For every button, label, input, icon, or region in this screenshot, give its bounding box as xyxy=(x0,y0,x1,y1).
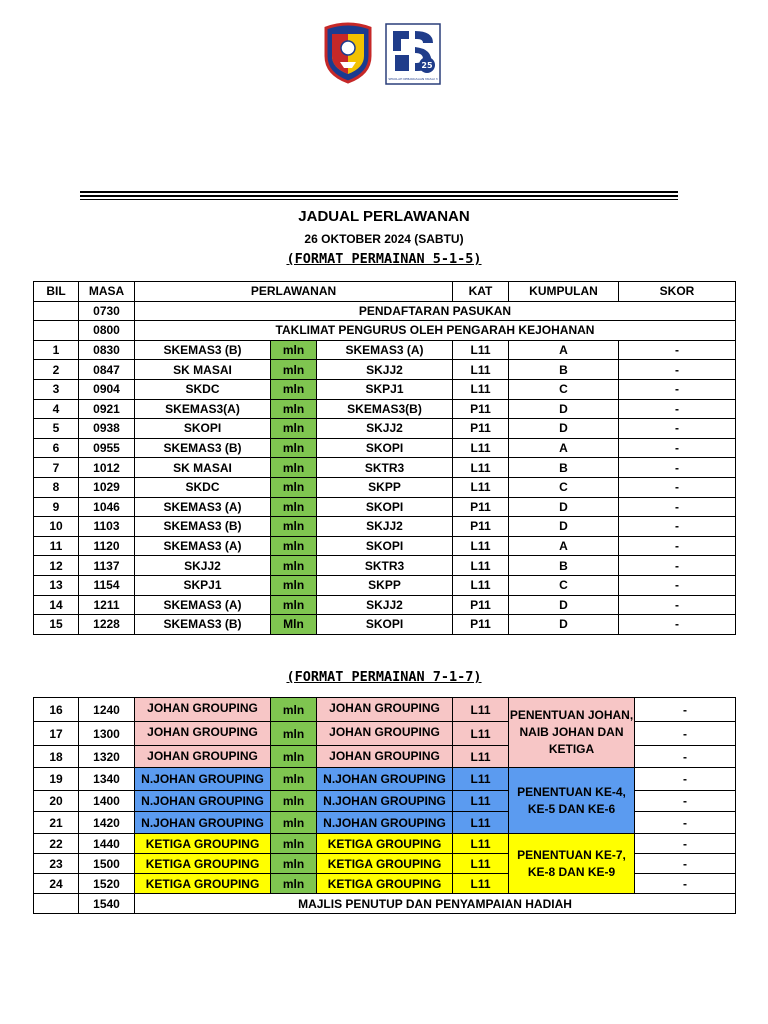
cell-skor: - xyxy=(635,874,736,894)
cell-vs: mln xyxy=(271,419,317,439)
cell-masa: 1400 xyxy=(79,791,135,812)
cell-skor: - xyxy=(619,497,736,517)
cell-skor: - xyxy=(619,556,736,576)
cell-vs: mln xyxy=(271,854,317,874)
cell-away-team: SKJJ2 xyxy=(317,419,453,439)
cell-home-team: KETIGA GROUPING xyxy=(135,834,271,854)
cell-kat: L11 xyxy=(453,575,509,595)
cell-vs: mln xyxy=(271,379,317,399)
cell-home-team: SKEMAS3 (A) xyxy=(135,595,271,615)
cell-home-team: SK MASAI xyxy=(135,458,271,478)
cell-masa: 0730 xyxy=(79,301,135,321)
cell-kat: P11 xyxy=(453,595,509,615)
cell-bil: 3 xyxy=(34,379,79,399)
cell-vs: mln xyxy=(271,536,317,556)
cell-vs: mln xyxy=(271,517,317,537)
cell-away-team: SKEMAS3(B) xyxy=(317,399,453,419)
cell-away-team: SKEMAS3 (A) xyxy=(317,340,453,360)
cell-kat: L11 xyxy=(453,536,509,556)
cell-masa: 1046 xyxy=(79,497,135,517)
cell-away-team: N.JOHAN GROUPING xyxy=(317,768,453,791)
cell-skor: - xyxy=(619,536,736,556)
logo-caption: SEKOLAH KEBANGSAAN MASAI 3 xyxy=(388,77,438,81)
table-row xyxy=(34,321,736,341)
cell-away-team: N.JOHAN GROUPING xyxy=(317,791,453,812)
cell-away-team: SKJJ2 xyxy=(317,595,453,615)
cell-vs: mln xyxy=(271,458,317,478)
cell-away-team: SKPP xyxy=(317,575,453,595)
table-row xyxy=(34,399,736,419)
cell-skor: - xyxy=(635,812,736,834)
cell-kumpulan: B xyxy=(509,360,619,380)
cell-away-team: JOHAN GROUPING xyxy=(317,722,453,746)
cell-vs: mln xyxy=(271,340,317,360)
cell-masa: 0904 xyxy=(79,379,135,399)
cell-vs: mln xyxy=(271,497,317,517)
cell-away-team: SKJJ2 xyxy=(317,360,453,380)
table-row xyxy=(34,894,736,914)
table-row xyxy=(34,615,736,635)
cell-away-team: KETIGA GROUPING xyxy=(317,854,453,874)
cell-kumpulan: D xyxy=(509,497,619,517)
col-kumpulan: KUMPULAN xyxy=(509,282,619,302)
cell-event: TAKLIMAT PENGURUS OLEH PENGARAH KEJOHANAN xyxy=(135,321,736,341)
cell-away-team: SKPJ1 xyxy=(317,379,453,399)
table-row xyxy=(34,340,736,360)
cell-home-team: SKJJ2 xyxy=(135,556,271,576)
cell-kumpulan: A xyxy=(509,340,619,360)
cell-bil: 18 xyxy=(34,746,79,768)
cell-bil: 12 xyxy=(34,556,79,576)
cell-vs: mln xyxy=(271,791,317,812)
cell-home-team: SKEMAS3(A) xyxy=(135,399,271,419)
cell-bil: 8 xyxy=(34,477,79,497)
cell-away-team: SKOPI xyxy=(317,438,453,458)
col-perlawanan: PERLAWANAN xyxy=(135,282,453,302)
cell-skor: - xyxy=(635,791,736,812)
cell-masa: 0847 xyxy=(79,360,135,380)
cell-bil: 24 xyxy=(34,874,79,894)
divider-line xyxy=(80,199,678,200)
cell-bil xyxy=(34,321,79,341)
cell-skor: - xyxy=(619,379,736,399)
cell-away-team: JOHAN GROUPING xyxy=(317,746,453,768)
cell-kumpulan: D xyxy=(509,517,619,537)
cell-kumpulan: A xyxy=(509,536,619,556)
cell-bil: 16 xyxy=(34,698,79,722)
cell-home-team: SK MASAI xyxy=(135,360,271,380)
cell-home-team: SKDC xyxy=(135,477,271,497)
cell-bil: 1 xyxy=(34,340,79,360)
cell-kat: L11 xyxy=(453,834,509,854)
cell-skor: - xyxy=(619,458,736,478)
cell-skor: - xyxy=(635,768,736,791)
cell-bil: 9 xyxy=(34,497,79,517)
cell-away-team: JOHAN GROUPING xyxy=(317,698,453,722)
table-row xyxy=(34,497,736,517)
cell-skor: - xyxy=(635,698,736,722)
col-masa: MASA xyxy=(79,282,135,302)
table-header-row xyxy=(34,282,736,302)
cell-masa: 0955 xyxy=(79,438,135,458)
cell-masa: 0830 xyxy=(79,340,135,360)
table-row xyxy=(34,379,736,399)
table-row xyxy=(34,458,736,478)
cell-kumpulan: A xyxy=(509,438,619,458)
sk-masai-3-logo xyxy=(385,23,441,85)
cell-kumpulan: D xyxy=(509,595,619,615)
cell-away-team: SKOPI xyxy=(317,615,453,635)
cell-group-note: PENENTUAN JOHAN, NAIB JOHAN DAN KETIGA xyxy=(509,698,635,768)
cell-vs: Mln xyxy=(271,615,317,635)
cell-kumpulan: D xyxy=(509,399,619,419)
table-row xyxy=(34,301,736,321)
cell-home-team: SKEMAS3 (B) xyxy=(135,340,271,360)
col-kat: KAT xyxy=(453,282,509,302)
cell-away-team: SKOPI xyxy=(317,536,453,556)
cell-masa: 1137 xyxy=(79,556,135,576)
cell-skor: - xyxy=(635,854,736,874)
cell-away-team: KETIGA GROUPING xyxy=(317,874,453,894)
cell-kumpulan: D xyxy=(509,615,619,635)
schedule-date: 26 OKTOBER 2024 (SABTU) xyxy=(304,232,464,246)
cell-masa: 0921 xyxy=(79,399,135,419)
cell-kumpulan: D xyxy=(509,419,619,439)
cell-home-team: JOHAN GROUPING xyxy=(135,722,271,746)
cell-home-team: SKEMAS3 (A) xyxy=(135,536,271,556)
table-row xyxy=(34,419,736,439)
divider-line xyxy=(80,195,678,197)
col-bil: BIL xyxy=(34,282,79,302)
cell-skor: - xyxy=(619,360,736,380)
cell-skor: - xyxy=(635,834,736,854)
cell-bil xyxy=(34,301,79,321)
format-heading-7-1-7: (FORMAT PERMAINAN 7-1-7) xyxy=(286,669,482,685)
cell-kat: L11 xyxy=(453,854,509,874)
table-row xyxy=(34,556,736,576)
cell-bil: 15 xyxy=(34,615,79,635)
cell-kumpulan: C xyxy=(509,379,619,399)
cell-vs: mln xyxy=(271,360,317,380)
cell-masa: 1120 xyxy=(79,536,135,556)
cell-kumpulan: B xyxy=(509,556,619,576)
cell-vs: mln xyxy=(271,768,317,791)
cell-masa: 0938 xyxy=(79,419,135,439)
logo-bar xyxy=(0,22,768,86)
cell-kat: L11 xyxy=(453,874,509,894)
cell-skor: - xyxy=(635,746,736,768)
cell-masa: 1420 xyxy=(79,812,135,834)
cell-away-team: SKTR3 xyxy=(317,556,453,576)
cell-home-team: SKEMAS3 (A) xyxy=(135,497,271,517)
cell-kumpulan: B xyxy=(509,458,619,478)
cell-masa: 1340 xyxy=(79,768,135,791)
cell-home-team: N.JOHAN GROUPING xyxy=(135,812,271,834)
table-row xyxy=(34,575,736,595)
cell-bil: 5 xyxy=(34,419,79,439)
cell-masa: 1103 xyxy=(79,517,135,537)
cell-home-team: N.JOHAN GROUPING xyxy=(135,768,271,791)
format-heading-5-1-5: (FORMAT PERMAINAN 5-1-5) xyxy=(286,251,482,267)
cell-vs: mln xyxy=(271,874,317,894)
cell-skor: - xyxy=(619,438,736,458)
cell-bil: 2 xyxy=(34,360,79,380)
cell-skor: - xyxy=(619,575,736,595)
cell-skor: - xyxy=(635,722,736,746)
cell-vs: mln xyxy=(271,575,317,595)
cell-group-note: PENENTUAN KE-4, KE-5 DAN KE-6 xyxy=(509,768,635,834)
cell-masa: 1540 xyxy=(79,894,135,914)
cell-kat: L11 xyxy=(453,379,509,399)
table-row xyxy=(34,517,736,537)
cell-vs: mln xyxy=(271,595,317,615)
cell-kat: P11 xyxy=(453,517,509,537)
table-row xyxy=(34,834,736,854)
cell-home-team: SKDC xyxy=(135,379,271,399)
cell-home-team: SKOPI xyxy=(135,419,271,439)
cell-kat: L11 xyxy=(453,458,509,478)
cell-vs: mln xyxy=(271,556,317,576)
logo-number: 25 xyxy=(421,61,433,70)
cell-masa: 1012 xyxy=(79,458,135,478)
cell-vs: mln xyxy=(271,477,317,497)
table-row xyxy=(34,698,736,722)
cell-kat: P11 xyxy=(453,497,509,517)
cell-kat: L11 xyxy=(453,722,509,746)
cell-masa: 1320 xyxy=(79,746,135,768)
cell-skor: - xyxy=(619,399,736,419)
table-row xyxy=(34,360,736,380)
cell-bil: 13 xyxy=(34,575,79,595)
cell-group-note: PENENTUAN KE-7, KE-8 DAN KE-9 xyxy=(509,834,635,894)
cell-vs: mln xyxy=(271,698,317,722)
cell-home-team: JOHAN GROUPING xyxy=(135,698,271,722)
cell-masa: 1500 xyxy=(79,854,135,874)
cell-kat: L11 xyxy=(453,768,509,791)
cell-masa: 1520 xyxy=(79,874,135,894)
cell-bil: 17 xyxy=(34,722,79,746)
cell-masa: 1240 xyxy=(79,698,135,722)
cell-kat: L11 xyxy=(453,438,509,458)
table-row xyxy=(34,438,736,458)
cell-kat: P11 xyxy=(453,419,509,439)
cell-masa: 1029 xyxy=(79,477,135,497)
cell-bil: 10 xyxy=(34,517,79,537)
cell-masa: 1154 xyxy=(79,575,135,595)
cell-away-team: SKOPI xyxy=(317,497,453,517)
table-row xyxy=(34,536,736,556)
cell-bil: 19 xyxy=(34,768,79,791)
schedule-table-7-1-7 xyxy=(33,697,736,914)
cell-skor: - xyxy=(619,517,736,537)
cell-vs: mln xyxy=(271,812,317,834)
cell-kat: L11 xyxy=(453,812,509,834)
cell-home-team: KETIGA GROUPING xyxy=(135,874,271,894)
cell-away-team: N.JOHAN GROUPING xyxy=(317,812,453,834)
cell-home-team: SKEMAS3 (B) xyxy=(135,615,271,635)
cell-bil: 21 xyxy=(34,812,79,834)
cell-bil: 7 xyxy=(34,458,79,478)
cell-away-team: SKTR3 xyxy=(317,458,453,478)
cell-kat: L11 xyxy=(453,791,509,812)
cell-away-team: SKPP xyxy=(317,477,453,497)
cell-event: PENDAFTARAN PASUKAN xyxy=(135,301,736,321)
cell-kat: L11 xyxy=(453,477,509,497)
cell-bil: 14 xyxy=(34,595,79,615)
cell-skor: - xyxy=(619,419,736,439)
cell-vs: mln xyxy=(271,834,317,854)
cell-bil: 23 xyxy=(34,854,79,874)
table-row xyxy=(34,595,736,615)
table-row xyxy=(34,768,736,791)
cell-masa: 1440 xyxy=(79,834,135,854)
cell-masa: 0800 xyxy=(79,321,135,341)
cell-kumpulan: C xyxy=(509,477,619,497)
cell-kat: L11 xyxy=(453,698,509,722)
cell-home-team: SKEMAS3 (B) xyxy=(135,438,271,458)
cell-kat: P11 xyxy=(453,399,509,419)
cell-home-team: SKEMAS3 (B) xyxy=(135,517,271,537)
col-skor: SKOR xyxy=(619,282,736,302)
cell-kat: P11 xyxy=(453,615,509,635)
cell-masa: 1300 xyxy=(79,722,135,746)
divider-line xyxy=(80,191,678,193)
cell-masa: 1228 xyxy=(79,615,135,635)
cell-skor: - xyxy=(619,595,736,615)
schedule-table-5-1-5 xyxy=(33,281,736,635)
cell-bil: 6 xyxy=(34,438,79,458)
cell-home-team: JOHAN GROUPING xyxy=(135,746,271,768)
cell-away-team: SKJJ2 xyxy=(317,517,453,537)
cell-skor: - xyxy=(619,340,736,360)
cell-vs: mln xyxy=(271,746,317,768)
cell-home-team: KETIGA GROUPING xyxy=(135,854,271,874)
cell-bil: 20 xyxy=(34,791,79,812)
cell-bil: 22 xyxy=(34,834,79,854)
cell-bil: 11 xyxy=(34,536,79,556)
cell-vs: mln xyxy=(271,399,317,419)
cell-event: MAJLIS PENUTUP DAN PENYAMPAIAN HADIAH xyxy=(135,894,736,914)
cell-kat: L11 xyxy=(453,556,509,576)
cell-kat: L11 xyxy=(453,746,509,768)
cell-kumpulan: C xyxy=(509,575,619,595)
cell-home-team: N.JOHAN GROUPING xyxy=(135,791,271,812)
page-title: JADUAL PERLAWANAN xyxy=(298,208,470,225)
cell-kat: L11 xyxy=(453,360,509,380)
cell-bil: 4 xyxy=(34,399,79,419)
cell-skor: - xyxy=(619,477,736,497)
cell-away-team: KETIGA GROUPING xyxy=(317,834,453,854)
cell-skor: - xyxy=(619,615,736,635)
cell-home-team: SKPJ1 xyxy=(135,575,271,595)
cell-vs: mln xyxy=(271,438,317,458)
cell-kat: L11 xyxy=(453,340,509,360)
cell-masa: 1211 xyxy=(79,595,135,615)
school-crest-logo xyxy=(322,22,374,84)
table-row xyxy=(34,477,736,497)
cell-vs: mln xyxy=(271,722,317,746)
cell-bil xyxy=(34,894,79,914)
